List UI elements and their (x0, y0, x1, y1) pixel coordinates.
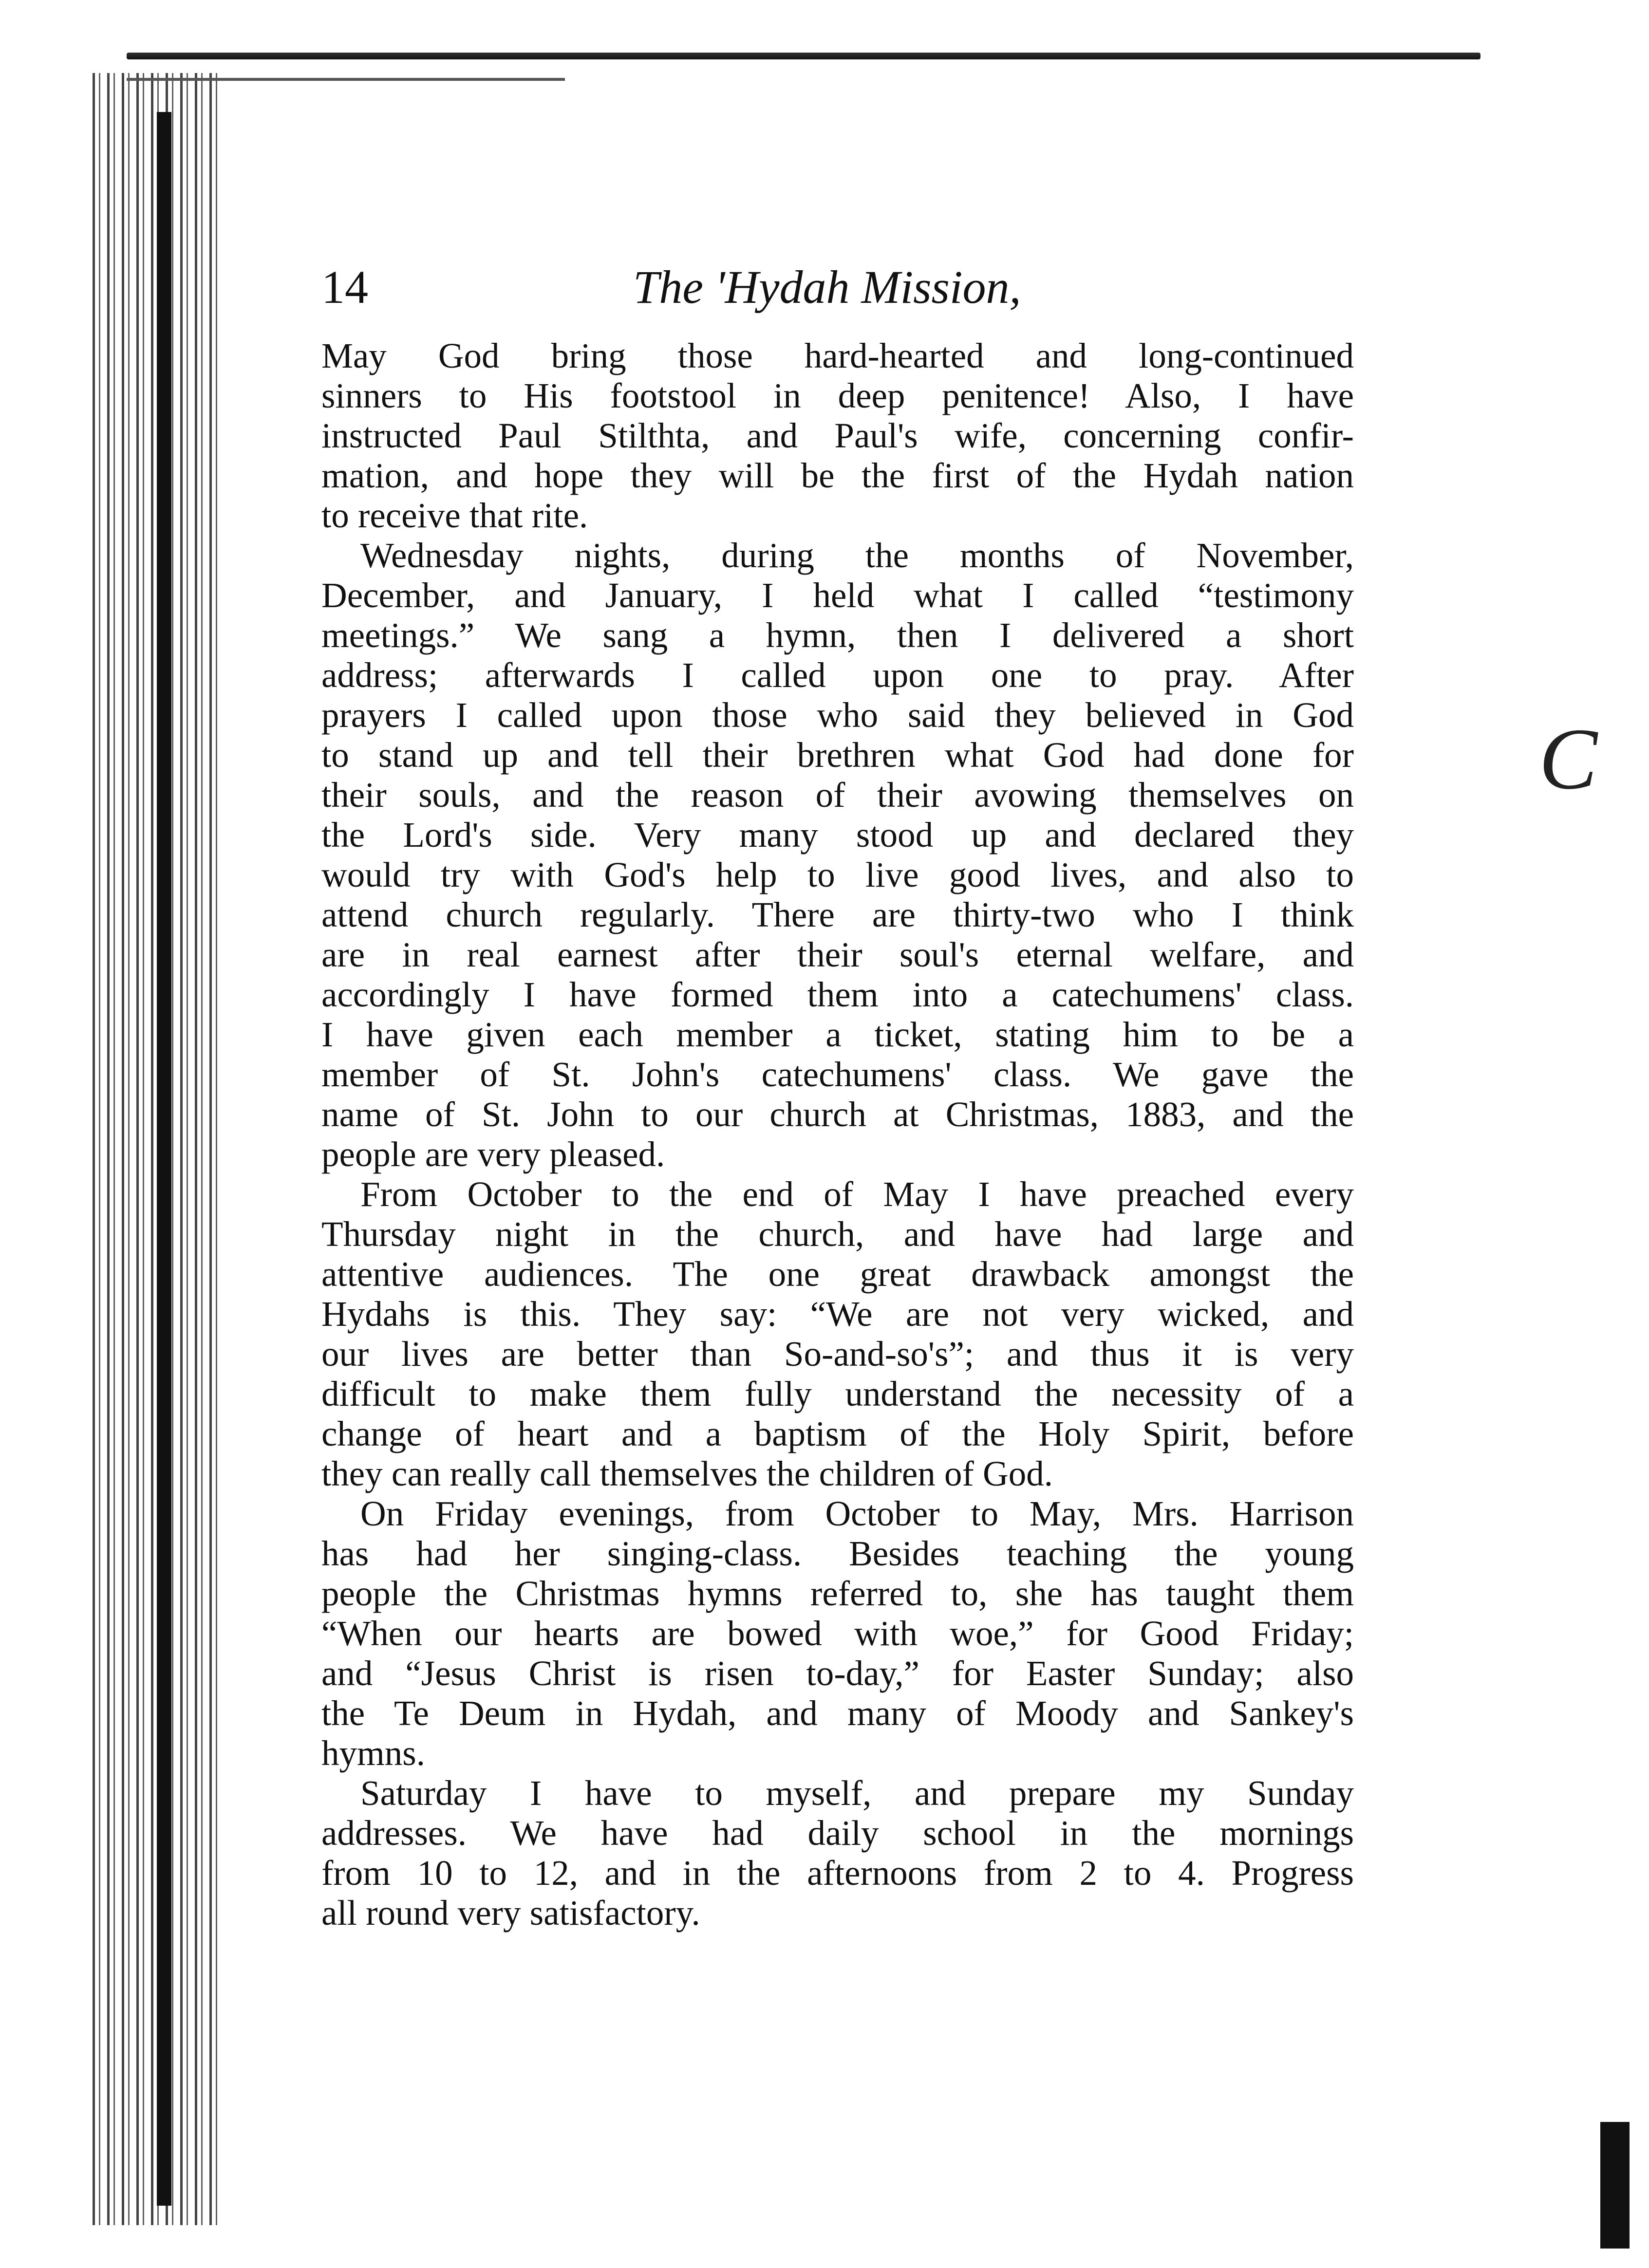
text-line: change of heart and a baptism of the Holy Spirit, before (321, 1414, 1354, 1453)
paragraph (321, 1494, 1354, 1773)
text-line: May God bring those hard-hearted and long-continued (321, 336, 1354, 375)
text-line: I have given each member a ticket, stating him to be a (321, 1015, 1354, 1054)
text-line: hymns. (321, 1733, 425, 1773)
text-line: From October to the end of May I have preached every (360, 1174, 1354, 1214)
text-line: the Te Deum in Hydah, and many of Moody and Sankey's (321, 1693, 1354, 1733)
text-line: meetings.” We sang a hymn, then I delivered a short (321, 615, 1354, 655)
margin-mark: C (1539, 710, 1598, 807)
running-title: The 'Hydah Mission, (633, 261, 1021, 313)
text-line: Thursday night in the church, and have had large and (321, 1214, 1354, 1254)
paragraph (321, 536, 1354, 1174)
text-line: from 10 to 12, and in the afternoons from 2 to 4. Progress (321, 1853, 1354, 1893)
text-line: difficult to make them fully understand the necessity of a (321, 1374, 1354, 1413)
text-line: On Friday evenings, from October to May, Mrs. Harrison (360, 1494, 1354, 1533)
text-line: are in real earnest after their soul's eternal welfare, and (321, 935, 1354, 974)
text-line: to stand up and tell their brethren what God had done for (321, 735, 1354, 775)
top-border-rule (127, 53, 1480, 59)
text-line: has had her singing-class. Besides teaching the young (321, 1534, 1354, 1573)
text-line: and “Jesus Christ is risen to-day,” for Easter Sunday; also (321, 1654, 1354, 1693)
text-line: name of St. John to our church at Christmas, 1883, and the (321, 1095, 1354, 1134)
text-line: attend church regularly. There are thirty-two who I think (321, 895, 1354, 934)
paragraph (321, 336, 1354, 536)
text-line: the Lord's side. Very many stood up and declared they (321, 815, 1354, 855)
text-line: their souls, and the reason of their avowing themselves on (321, 775, 1354, 815)
text-line: would try with God's help to live good lives, and also to (321, 855, 1354, 894)
text-line: instructed Paul Stilthta, and Paul's wife, concerning confir- (321, 416, 1354, 455)
text-line: people are very pleased. (321, 1134, 665, 1174)
scanned-binding-edge (93, 73, 219, 2225)
corner-scan-artifact (1600, 2122, 1630, 2249)
paragraph (321, 1174, 1354, 1494)
paragraph (321, 1773, 1354, 1933)
text-line: attentive audiences. The one great drawback amongst the (321, 1254, 1354, 1294)
text-line: mation, and hope they will be the first of the Hydah nation (321, 456, 1354, 495)
page-number: 14 (321, 261, 368, 313)
text-line: December, and January, I held what I called “testimony (321, 576, 1354, 615)
text-line: “When our hearts are bowed with woe,” for Good Friday; (321, 1614, 1354, 1653)
text-line: our lives are better than So-and-so's”; and thus it is very (321, 1334, 1354, 1374)
text-line: they can really call themselves the children of God. (321, 1454, 1053, 1493)
text-line: addresses. We have had daily school in the mornings (321, 1813, 1354, 1853)
text-line: Wednesday nights, during the months of November, (360, 536, 1354, 575)
page-header (321, 258, 1393, 321)
body-text (321, 336, 1354, 1933)
text-line: address; afterwards I called upon one to pray. After (321, 655, 1354, 695)
text-line: all round very satisfactory. (321, 1893, 700, 1933)
text-line: Saturday I have to myself, and prepare my Sunday (360, 1773, 1354, 1813)
text-line: prayers I called upon those who said they believed in God (321, 695, 1354, 735)
text-line: sinners to His footstool in deep penitence! Also, I have (321, 376, 1354, 415)
text-line: accordingly I have formed them into a catechumens' class. (321, 975, 1354, 1014)
text-line: people the Christmas hymns referred to, she has taught them (321, 1574, 1354, 1613)
binding-shadow (157, 112, 171, 2206)
top-border-rule-faint (127, 78, 565, 81)
text-line: to receive that rite. (321, 496, 588, 535)
text-line: member of St. John's catechumens' class. We gave the (321, 1055, 1354, 1094)
text-line: Hydahs is this. They say: “We are not very wicked, and (321, 1294, 1354, 1334)
